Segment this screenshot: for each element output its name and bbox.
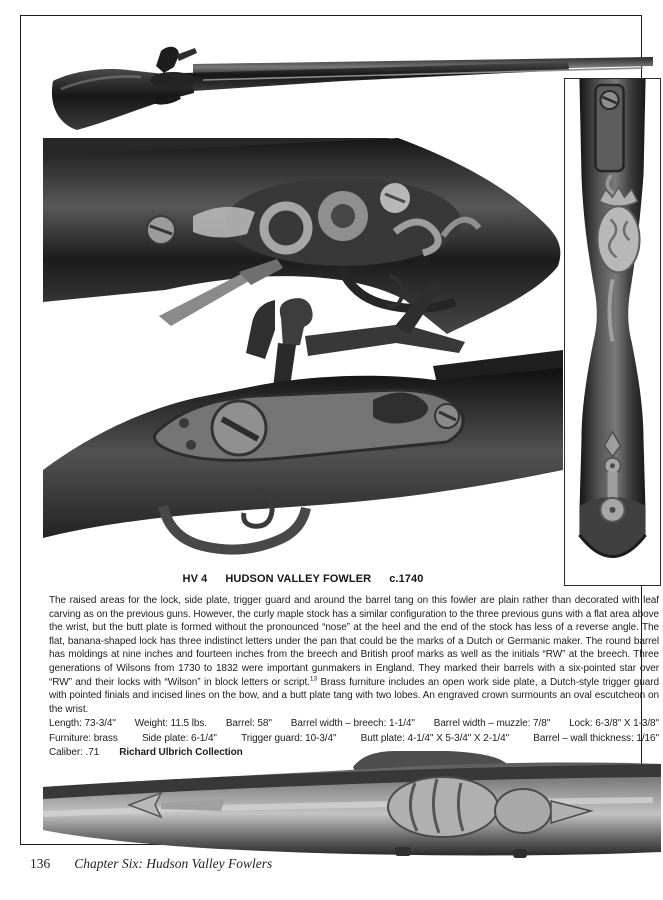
spec-lock: Lock: 6-3/8" X 1-3/8": [569, 718, 659, 729]
figure-underside-view: [43, 751, 661, 859]
spec-trigger-guard: Trigger guard: 10-3/4": [241, 732, 337, 744]
spec-butt-plate: Butt plate: 4-1/4" X 5-3/4" X 2-1/4": [360, 732, 510, 744]
spec-barrel-width-muzzle: Barrel width – muzzle: 7/8": [433, 718, 551, 729]
content-frame: [20, 15, 659, 845]
caption-title: HUDSON VALLEY FOWLER: [225, 573, 372, 585]
figure-lock-closeups: [43, 138, 563, 574]
collection-credit: Richard Ulbrich Collection: [119, 747, 243, 759]
spec-side-plate: Side plate: 6-1/4": [141, 732, 217, 744]
caption-circa: c.1740: [389, 573, 424, 585]
chapter-title: Chapter Six: Hudson Valley Fowlers: [74, 856, 273, 871]
spec-barrel: Barrel: 58": [225, 718, 272, 729]
page-number: 136: [30, 856, 51, 871]
description-paragraph: [49, 594, 659, 716]
spec-barrel-wall: Barrel – wall thickness: 1/16": [533, 732, 659, 744]
spec-barrel-width-breech: Barrel width – breech: 1-1/4": [290, 718, 415, 729]
spec-line-1: [49, 717, 659, 732]
paragraph-part1: The raised areas for the lock, side plate, trigger guard and around the barrel tang on this fowler are plain rather than decorated with leaf carving as on the previous guns. However, the curly maple stock has a similar configuration to the three previous guns with a flat area above the wrist, but the butt plate is formed without the pronounced “nose” at the heel and the end of the stock has less of a reverse angle. The flat, banana-shaped lock has three indistinct letters under the pan that could be the marks of a Dutch or Germanic maker. The round barrel has moldings at nine inches and fourteen inches from the breech and British proof marks as well as the initials “RW” at the breech. Three generations of Wilsons from 1730 to 1832 were important gunmakers in England. They marked their barrels with a six-pointed star over “RW” and their locks with “Wilson” in block letters or script.: [49, 595, 659, 688]
caption-id: HV 4: [182, 573, 208, 585]
spec-caliber: Caliber: .71: [49, 747, 100, 759]
buttstock-illustration: [565, 79, 660, 585]
spec-furniture: Furniture: brass: [49, 732, 118, 744]
spec-length: Length: 73-3/4": [49, 718, 116, 729]
page-footer: [30, 856, 272, 872]
footnote-reference: 13: [309, 675, 317, 683]
underside-illustration: [43, 751, 661, 859]
spec-weight: Weight: 11.5 lbs.: [134, 718, 207, 729]
figure-caption: [43, 573, 563, 585]
spec-line-2: [49, 732, 659, 747]
figure-buttstock-top-view: [564, 78, 661, 586]
paragraph-part2: Brass furniture includes an open work side plate, a Dutch-style trigger guard with pointed finials and incised lines on the bow, and a butt plate tang with two lobes. An engraved crown surmounts an oval escutcheon on the wrist.: [49, 676, 659, 715]
lock-closeups-illustration: [43, 138, 563, 574]
